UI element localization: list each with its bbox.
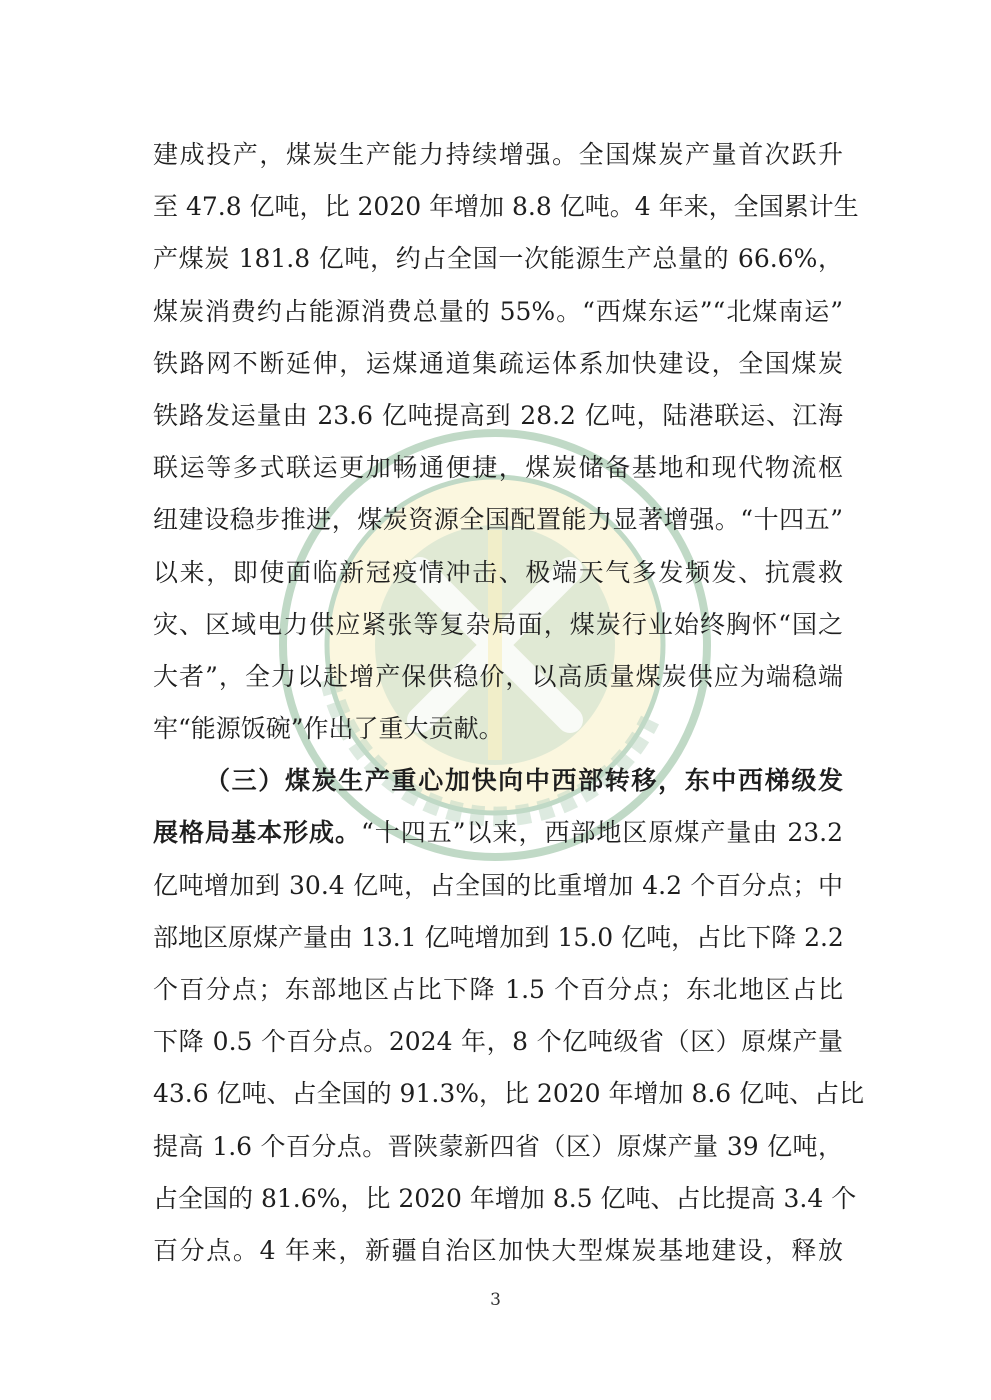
- text-line: 牢“能源饭碗”作出了重大贡献。: [153, 714, 504, 744]
- section-heading-continuation: [153, 807, 843, 859]
- text-line: 43.6 亿吨、占全国的 91.3%，比 2020 年增加 8.6 亿吨、占比: [153, 1079, 865, 1109]
- section-heading-line: （三）煤炭生产重心加快向中西部转移，东中西梯级发: [205, 766, 843, 796]
- text-line: 铁路发运量由 23.6 亿吨提高到 28.2 亿吨，陆港联运、江海: [153, 400, 843, 430]
- text-line: 个百分点；东部地区占比下降 1.5 个百分点；东北地区占比: [153, 975, 843, 1004]
- text-line: 产煤炭 181.8 亿吨，约占全国一次能源生产总量的 66.6%，: [153, 244, 843, 274]
- text-line: 纽建设稳步推进，煤炭资源全国配置能力显著增强。“十四五”: [153, 505, 843, 535]
- text-line: 百分点。4 年来，新疆自治区加快大型煤炭基地建设，释放: [153, 1235, 843, 1265]
- text-line: 提高 1.6 个百分点。晋陕蒙新四省（区）原煤产量 39 亿吨，: [153, 1131, 843, 1161]
- section-heading-end: 展格局基本形成。: [153, 818, 361, 848]
- page-number: 3: [490, 1290, 501, 1310]
- text-line: 占全国的 81.6%，比 2020 年增加 8.5 亿吨、占比提高 3.4 个: [153, 1183, 857, 1213]
- text-run: “十四五”以来，西部地区原煤产量由 23.2: [360, 818, 843, 848]
- text-line: 铁路网不断延伸，运煤通道集疏运体系加快建设，全国煤炭: [153, 348, 843, 378]
- text-line: 建成投产，煤炭生产能力持续增强。全国煤炭产量首次跃升: [153, 140, 843, 169]
- text-line: 煤炭消费约占能源消费总量的 55%。“西煤东运”“北煤南运”: [153, 296, 843, 326]
- text-line: 大者”，全力以赴增产保供稳价，以高质量煤炭供应为端稳端: [153, 661, 843, 691]
- body-text: [153, 129, 865, 1277]
- text-line: 以来，即使面临新冠疫情冲击、极端天气多发频发、抗震救: [153, 557, 843, 587]
- text-line: 联运等多式联运更加畅通便捷，煤炭储备基地和现代物流枢: [153, 453, 843, 483]
- text-line: 部地区原煤产量由 13.1 亿吨增加到 15.0 亿吨，占比下降 2.2: [153, 922, 844, 952]
- text-line: 至 47.8 亿吨，比 2020 年增加 8.8 亿吨。4 年来，全国累计生: [153, 192, 859, 222]
- text-line: 亿吨增加到 30.4 亿吨，占全国的比重增加 4.2 个百分点；中: [153, 870, 843, 900]
- text-line: 下降 0.5 个百分点。2024 年，8 个亿吨级省（区）原煤产量: [153, 1027, 843, 1057]
- text-line: 灾、区域电力供应紧张等复杂局面，煤炭行业始终胸怀“国之: [153, 609, 843, 639]
